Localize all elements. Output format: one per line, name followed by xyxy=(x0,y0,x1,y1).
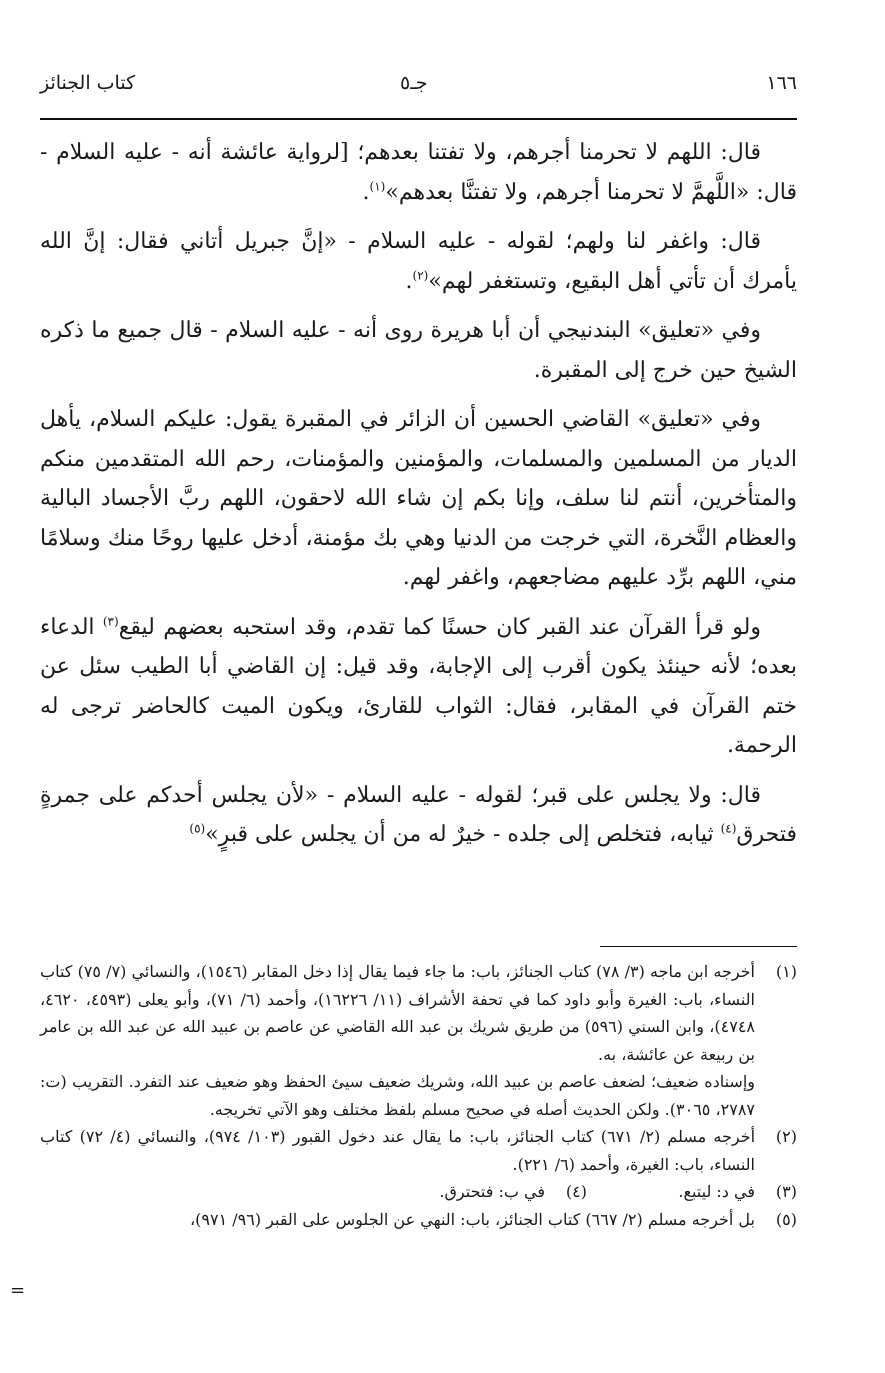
footnote-text: في ب: فتحترق. xyxy=(439,1182,545,1201)
footnote-number: (٤) xyxy=(565,1182,587,1201)
footnote-number: (١) xyxy=(775,962,797,981)
page-number: ١٦٦ xyxy=(766,72,797,94)
paragraph: قال: ولا يجلس على قبر؛ لقوله - عليه السلام - «لأن يجلس أحدكم على جمرةٍ فتحرق$^{(٤)}$ ثيابه، فتخلص إلى جلده - خيرٌ له من أن يجلس على قبرٍ»$^{(٥)}$ xyxy=(40,782,797,847)
footnote-text: بل أخرجه مسلم (٢/ ٦٦٧) كتاب الجنائز، باب: النهي عن الجلوس على القبر (٩٦/ ٩٧١)، xyxy=(189,1209,755,1229)
footnote-ref: (١) xyxy=(369,179,386,194)
footnotes xyxy=(40,958,797,1233)
footnote-ref: (٥) xyxy=(189,821,206,836)
footnote xyxy=(40,1206,797,1234)
footnote-text: أخرجه ابن ماجه (٣/ ٧٨) كتاب الجنائز، باب: ما جاء فيما يقال إذا دخل المقابر (١٥٤٦)، والنسائي (٧/ ٧٥) كتاب النساء، باب: الغيرة وأبو داود كما في تحفة الأشراف (١١/ ١٦٢٢٦)، وأحمد (٦/ ٧١)، وأبو يعلى (٤٥٩٣، ٤٦٢٠، ٤٧٤٨)، وابن السني (٥٩٦) من طريق شريك بن عبد الله القاضي عن عاصم بن عبيد الله عن عبد الله بن عامر بن ربيعة عن عائشة، به. xyxy=(40,962,756,1064)
paragraph: وفي «تعليق» القاضي الحسين أن الزائر في المقبرة يقول: عليكم السلام، يأهل الديار من المسلمين والمسلمات، والمؤمنين والمؤمنات، رحم الله المتقدمين منكم والمتأخرين، أنتم لنا سلف، وإنا بكم إن شاء الله لاحقون، اللهم ربَّ الأجساد البالية والعظام النَّخرة، التي خرجت من الدنيا وهي بك مؤمنة، أدخل عليها روحًا منك وسلامًا مني، اللهم برِّد عليهم مضاجعهم، واغفر لهم. xyxy=(40,407,797,590)
book-title: كتاب الجنائز xyxy=(40,72,136,94)
footnote xyxy=(587,1178,797,1206)
paragraph: قال: واغفر لنا ولهم؛ لقوله - عليه السلام - «إنَّ جبريل أتاني فقال: إنَّ الله يأمرك أن تأتي أهل البقيع، وتستغفر لهم»$^{(٢)}$. xyxy=(40,229,797,294)
paragraph: ولو قرأ القرآن عند القبر كان حسنًا كما تقدم، وقد استحبه بعضهم ليقع$^{(٣)}$ الدعاء بعده؛ لأنه حينئذ يكون أقرب إلى الإجابة، وقد قيل: إن القاضي أبا الطيب سئل عن ختم القرآن في المقابر، فقال: الثواب للقارئ، ويكون الميت كالحاضر ترجى له الرحمة. xyxy=(40,614,797,758)
footnote xyxy=(40,1123,797,1178)
footnote-ref: (٣) xyxy=(102,614,119,629)
footnote-number: (٢) xyxy=(775,1127,797,1146)
footnote-ref: (٤) xyxy=(720,821,737,836)
footnote-ref: (٢) xyxy=(412,268,429,283)
paragraph: وفي «تعليق» البندنيجي أن أبا هريرة روى أنه - عليه السلام - قال جميع ما ذكره الشيخ حين خرج إلى المقبرة. xyxy=(40,318,797,383)
paragraph: قال: اللهم لا تحرمنا أجرهم، ولا تفتنا بعدهم؛ [لرواية عائشة أنه - عليه السلام - قال: «اللَّهمَّ لا تحرمنا أجرهم، ولا تفتنَّا بعدهم»$^{(١)}$. xyxy=(40,140,797,205)
footnote xyxy=(377,1178,587,1206)
footnote-text: أخرجه مسلم (٢/ ٦٧١) كتاب الجنائز، باب: ما يقال عند دخول القبور (١٠٣/ ٩٧٤)، والنسائي (٤/ ٧٢) كتاب النساء، باب: الغيرة، وأحمد (٦/ ٢٢١). xyxy=(40,1127,756,1174)
footnote-number: (٣) xyxy=(775,1182,797,1201)
footnote-number: (٥) xyxy=(775,1209,797,1229)
footnote-row xyxy=(40,1178,797,1206)
continuation-mark: = xyxy=(10,1280,26,1301)
footnote-rule xyxy=(600,946,797,947)
footnote-text: وإسناده ضعيف؛ لضعف عاصم بن عبيد الله، وشريك ضعيف سيئ الحفظ وهو ضعيف عند التفرد. التقريب (ت: ٢٧٨٧، ٣٠٦٥). ولكن الحديث أصله في صحيح مسلم بلفظ مختلف وهو الآتي تخريجه. xyxy=(40,1072,755,1119)
footnote-text: في د: ليتبع. xyxy=(678,1182,755,1201)
footnote xyxy=(40,958,797,1123)
header-rule xyxy=(40,118,797,120)
main-text xyxy=(40,133,797,865)
volume-label: جـ٥ xyxy=(400,72,428,94)
